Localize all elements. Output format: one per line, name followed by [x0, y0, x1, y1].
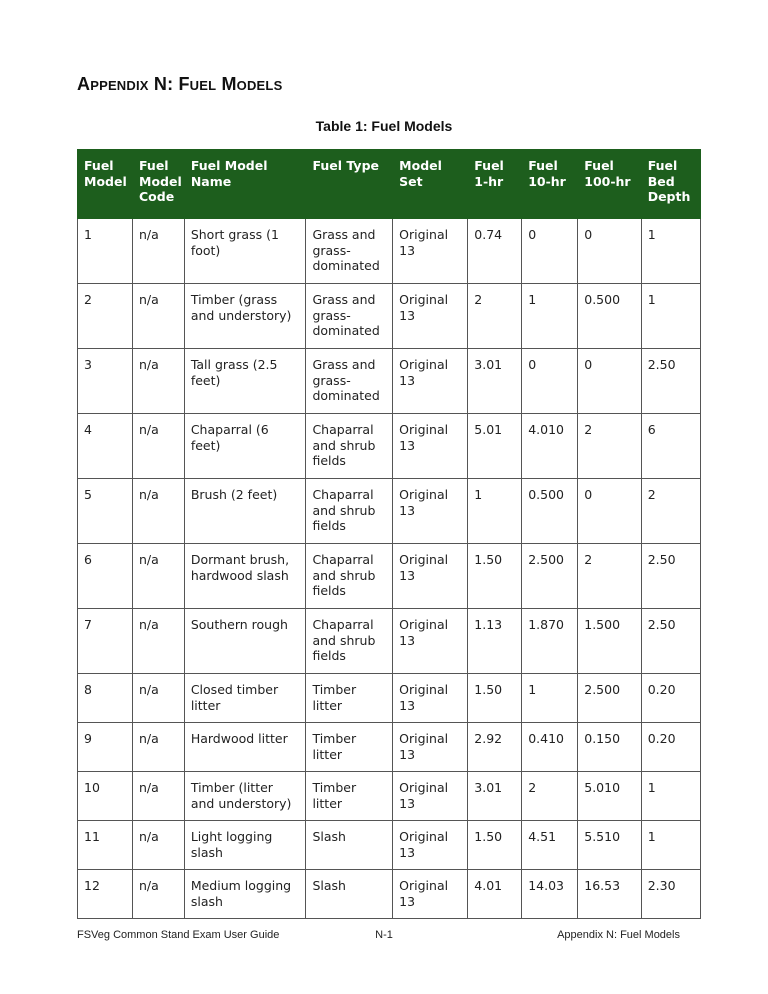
cell-fuel-bed-depth: 1: [641, 284, 700, 349]
cell-fuel-10hr: 2.500: [522, 544, 578, 609]
cell-fuel-type: Chaparral and shrub fields: [306, 609, 393, 674]
cell-fuel-1hr: 1: [468, 479, 522, 544]
cell-fuel-bed-depth: 2.50: [641, 609, 700, 674]
cell-fuel-type: Grass and grass-dominated: [306, 219, 393, 284]
footer-document-title: FSVeg Common Stand Exam User Guide: [77, 929, 280, 941]
cell-fuel-1hr: 1.13: [468, 609, 522, 674]
cell-fuel-10hr: 4.51: [522, 821, 578, 870]
cell-fuel-10hr: 14.03: [522, 870, 578, 919]
cell-fuel-100hr: 0: [578, 479, 641, 544]
cell-fuel-10hr: 1.870: [522, 609, 578, 674]
cell-fuel-bed-depth: 1: [641, 219, 700, 284]
cell-model-set: Original 13: [393, 723, 468, 772]
cell-fuel-model: 3: [78, 349, 133, 414]
cell-fuel-model-code: n/a: [133, 284, 185, 349]
cell-model-set: Original 13: [393, 479, 468, 544]
cell-fuel-100hr: 5.010: [578, 772, 641, 821]
column-header-fuel-bed-depth: Fuel Bed Depth: [641, 150, 700, 219]
cell-fuel-model: 9: [78, 723, 133, 772]
cell-fuel-type: Chaparral and shrub fields: [306, 544, 393, 609]
cell-model-set: Original 13: [393, 870, 468, 919]
cell-fuel-100hr: 1.500: [578, 609, 641, 674]
cell-fuel-model-code: n/a: [133, 723, 185, 772]
cell-fuel-model-code: n/a: [133, 609, 185, 674]
cell-fuel-model: 1: [78, 219, 133, 284]
cell-fuel-model-code: n/a: [133, 414, 185, 479]
cell-fuel-bed-depth: 6: [641, 414, 700, 479]
column-header-fuel-model-code: Fuel Model Code: [133, 150, 185, 219]
column-header-fuel-10hr: Fuel 10-hr: [522, 150, 578, 219]
cell-fuel-model: 5: [78, 479, 133, 544]
cell-model-set: Original 13: [393, 414, 468, 479]
cell-fuel-type: Timber litter: [306, 674, 393, 723]
cell-fuel-model: 7: [78, 609, 133, 674]
cell-fuel-bed-depth: 1: [641, 821, 700, 870]
cell-fuel-bed-depth: 2.30: [641, 870, 700, 919]
cell-fuel-model-code: n/a: [133, 870, 185, 919]
cell-fuel-model-name: Timber (grass and understory): [184, 284, 306, 349]
cell-model-set: Original 13: [393, 772, 468, 821]
cell-model-set: Original 13: [393, 821, 468, 870]
cell-fuel-type: Timber litter: [306, 772, 393, 821]
cell-fuel-10hr: 4.010: [522, 414, 578, 479]
cell-fuel-10hr: 2: [522, 772, 578, 821]
table-row: [78, 870, 701, 919]
table-row: [78, 772, 701, 821]
cell-fuel-model-name: Light logging slash: [184, 821, 306, 870]
cell-fuel-10hr: 0.410: [522, 723, 578, 772]
cell-fuel-10hr: 0: [522, 349, 578, 414]
cell-fuel-100hr: 16.53: [578, 870, 641, 919]
table-row: [78, 544, 701, 609]
fuel-models-table: [77, 149, 701, 919]
cell-fuel-model: 4: [78, 414, 133, 479]
cell-fuel-100hr: 2: [578, 414, 641, 479]
table-row: [78, 674, 701, 723]
cell-fuel-bed-depth: 1: [641, 772, 700, 821]
table-row: [78, 219, 701, 284]
table-row: [78, 284, 701, 349]
cell-fuel-model-code: n/a: [133, 479, 185, 544]
cell-fuel-1hr: 3.01: [468, 772, 522, 821]
table-header-row: [78, 150, 701, 219]
cell-fuel-type: Chaparral and shrub fields: [306, 414, 393, 479]
cell-fuel-1hr: 1.50: [468, 821, 522, 870]
cell-fuel-1hr: 1.50: [468, 674, 522, 723]
cell-fuel-100hr: 0: [578, 349, 641, 414]
cell-fuel-100hr: 5.510: [578, 821, 641, 870]
cell-fuel-model: 12: [78, 870, 133, 919]
cell-fuel-model: 6: [78, 544, 133, 609]
cell-fuel-bed-depth: 2.50: [641, 349, 700, 414]
cell-fuel-type: Grass and grass-dominated: [306, 349, 393, 414]
footer-page-number: N-1: [375, 929, 393, 941]
cell-fuel-type: Chaparral and shrub fields: [306, 479, 393, 544]
cell-fuel-model-code: n/a: [133, 674, 185, 723]
cell-fuel-type: Slash: [306, 870, 393, 919]
cell-fuel-model-name: Medium logging slash: [184, 870, 306, 919]
cell-fuel-model-name: Closed timber litter: [184, 674, 306, 723]
column-header-fuel-1hr: Fuel 1-hr: [468, 150, 522, 219]
table-row: [78, 414, 701, 479]
cell-fuel-bed-depth: 2: [641, 479, 700, 544]
table-row: [78, 821, 701, 870]
cell-fuel-1hr: 3.01: [468, 349, 522, 414]
cell-fuel-100hr: 2.500: [578, 674, 641, 723]
column-header-fuel-model: Fuel Model: [78, 150, 133, 219]
cell-fuel-bed-depth: 0.20: [641, 674, 700, 723]
cell-fuel-1hr: 5.01: [468, 414, 522, 479]
cell-fuel-10hr: 1: [522, 674, 578, 723]
cell-fuel-model-code: n/a: [133, 821, 185, 870]
cell-fuel-model-name: Timber (litter and understory): [184, 772, 306, 821]
table-row: [78, 479, 701, 544]
cell-fuel-model: 2: [78, 284, 133, 349]
cell-fuel-1hr: 2.92: [468, 723, 522, 772]
column-header-model-set: Model Set: [393, 150, 468, 219]
cell-fuel-type: Grass and grass-dominated: [306, 284, 393, 349]
cell-fuel-model-code: n/a: [133, 772, 185, 821]
cell-fuel-model-code: n/a: [133, 544, 185, 609]
column-header-fuel-model-name: Fuel Model Name: [184, 150, 306, 219]
cell-fuel-1hr: 0.74: [468, 219, 522, 284]
table-row: [78, 723, 701, 772]
table-row: [78, 609, 701, 674]
table-row: [78, 349, 701, 414]
cell-fuel-bed-depth: 0.20: [641, 723, 700, 772]
cell-model-set: Original 13: [393, 544, 468, 609]
cell-fuel-1hr: 2: [468, 284, 522, 349]
cell-fuel-10hr: 0.500: [522, 479, 578, 544]
cell-fuel-1hr: 4.01: [468, 870, 522, 919]
cell-fuel-100hr: 2: [578, 544, 641, 609]
cell-fuel-model-name: Tall grass (2.5 feet): [184, 349, 306, 414]
cell-fuel-100hr: 0.500: [578, 284, 641, 349]
cell-model-set: Original 13: [393, 609, 468, 674]
cell-model-set: Original 13: [393, 219, 468, 284]
cell-fuel-model-name: Dormant brush, hardwood slash: [184, 544, 306, 609]
cell-fuel-1hr: 1.50: [468, 544, 522, 609]
cell-fuel-10hr: 0: [522, 219, 578, 284]
cell-model-set: Original 13: [393, 674, 468, 723]
cell-fuel-type: Slash: [306, 821, 393, 870]
cell-fuel-model-code: n/a: [133, 219, 185, 284]
cell-fuel-model-code: n/a: [133, 349, 185, 414]
cell-fuel-model: 8: [78, 674, 133, 723]
cell-fuel-model: 11: [78, 821, 133, 870]
cell-fuel-model-name: Southern rough: [184, 609, 306, 674]
cell-fuel-model-name: Short grass (1 foot): [184, 219, 306, 284]
appendix-title: Appendix N: Fuel Models: [77, 74, 283, 94]
cell-fuel-type: Timber litter: [306, 723, 393, 772]
cell-fuel-100hr: 0.150: [578, 723, 641, 772]
cell-fuel-model: 10: [78, 772, 133, 821]
cell-fuel-model-name: Brush (2 feet): [184, 479, 306, 544]
cell-model-set: Original 13: [393, 349, 468, 414]
cell-model-set: Original 13: [393, 284, 468, 349]
column-header-fuel-100hr: Fuel 100-hr: [578, 150, 641, 219]
cell-fuel-10hr: 1: [522, 284, 578, 349]
cell-fuel-bed-depth: 2.50: [641, 544, 700, 609]
column-header-fuel-type: Fuel Type: [306, 150, 393, 219]
cell-fuel-model-name: Hardwood litter: [184, 723, 306, 772]
cell-fuel-100hr: 0: [578, 219, 641, 284]
table-caption: Table 1: Fuel Models: [315, 118, 453, 134]
footer-section-title: Appendix N: Fuel Models: [557, 929, 680, 941]
cell-fuel-model-name: Chaparral (6 feet): [184, 414, 306, 479]
